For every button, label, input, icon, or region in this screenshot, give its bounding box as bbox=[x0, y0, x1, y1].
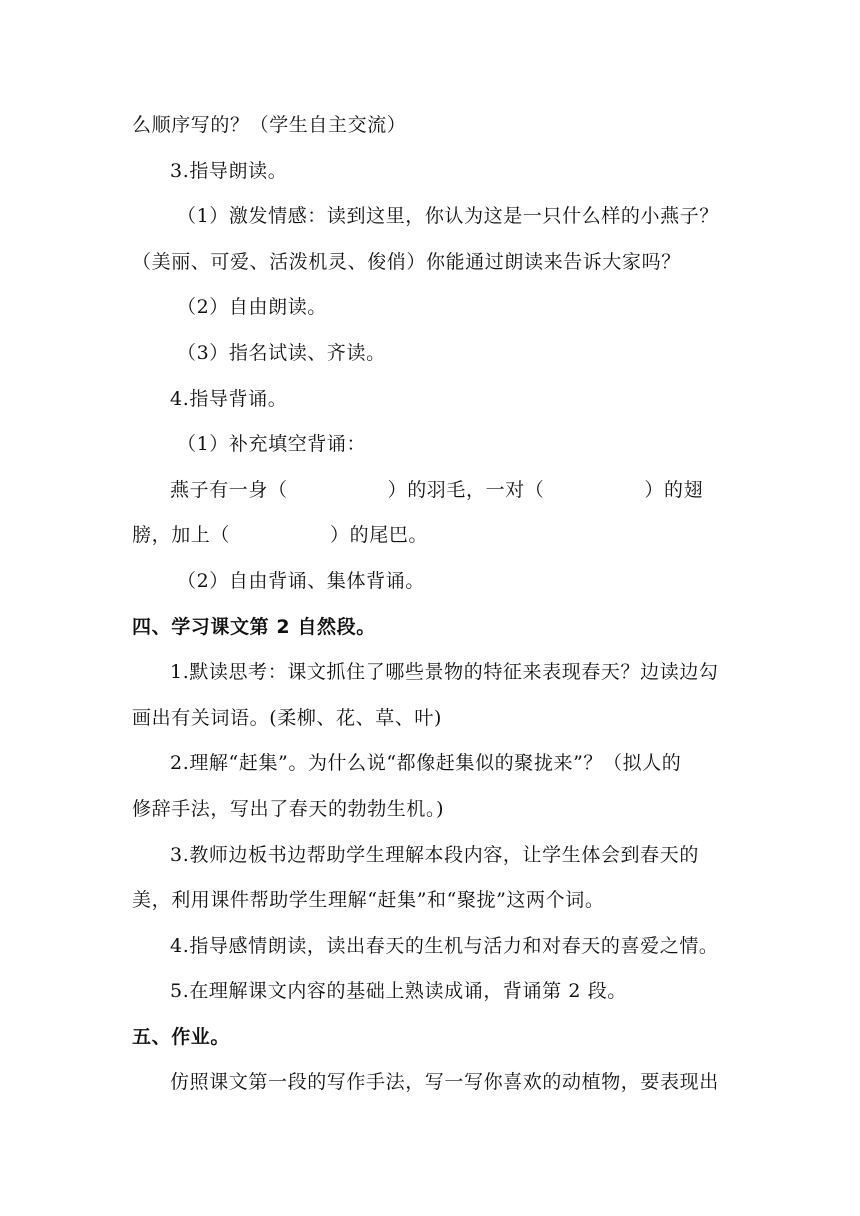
fill-in-blank-line bbox=[132, 513, 728, 559]
paragraph-line: （3）指名试读、齐读。 bbox=[177, 341, 386, 364]
blank-prefix-text: 燕子有一身（ bbox=[170, 478, 288, 501]
paragraph-line: 4.指导感情朗读，读出春天的生机与活力和对春天的喜爱之情。 bbox=[170, 934, 719, 957]
blank-middle-text: ）的羽毛，一对（ bbox=[387, 478, 545, 501]
paragraph-line: 画出有关词语。(柔柳、花、草、叶) bbox=[132, 706, 443, 729]
blank-suffix-text: ）的尾巴。 bbox=[330, 524, 429, 547]
paragraph-line: 5.在理解课文内容的基础上熟读成诵，背诵第 2 段。 bbox=[170, 980, 627, 1003]
section-heading: 四、学习课文第 2 自然段。 bbox=[132, 615, 376, 638]
section-heading: 五、作业。 bbox=[132, 1025, 231, 1048]
paragraph-line: 美，利用课件帮助学生理解“赶集”和“聚拢”这两个词。 bbox=[132, 889, 605, 912]
fill-in-blank-line bbox=[132, 468, 728, 514]
blank-suffix-text: ）的翅 bbox=[644, 478, 704, 501]
paragraph-line: （1）补充填空背诵： bbox=[177, 433, 367, 456]
paragraph-line: （2）自由背诵、集体背诵。 bbox=[177, 569, 425, 592]
document-page bbox=[132, 103, 728, 1106]
paragraph-line: 1.默读思考：课文抓住了哪些景物的特征来表现春天？边读边勾 bbox=[170, 661, 719, 684]
paragraph-line: 2.理解“赶集”。为什么说“都像赶集似的聚拢来”？（拟人的 bbox=[170, 752, 682, 775]
paragraph-line: （1）激发情感：读到这里，你认为这是一只什么样的小燕子？ bbox=[177, 205, 719, 228]
paragraph-line: 修辞手法，写出了春天的勃勃生机。) bbox=[132, 797, 445, 820]
paragraph-line: 么顺序写的？（学生自主交流） bbox=[132, 114, 407, 136]
paragraph-line: 仿照课文第一段的写作手法，写一写你喜欢的动植物，要表现出 bbox=[170, 1071, 719, 1094]
blank-prefix-text: 膀，加上（ bbox=[132, 524, 231, 547]
step-heading: 3.指导朗读。 bbox=[170, 159, 288, 182]
paragraph-line: 3.教师边板书边帮助学生理解本段内容，让学生体会到春天的 bbox=[170, 843, 699, 866]
paragraph-line: （2）自由朗读。 bbox=[177, 296, 327, 319]
step-heading: 4.指导背诵。 bbox=[170, 387, 288, 410]
paragraph-line: （美丽、可爱、活泼机灵、俊俏）你能通过朗读来告诉大家吗？ bbox=[132, 250, 681, 273]
